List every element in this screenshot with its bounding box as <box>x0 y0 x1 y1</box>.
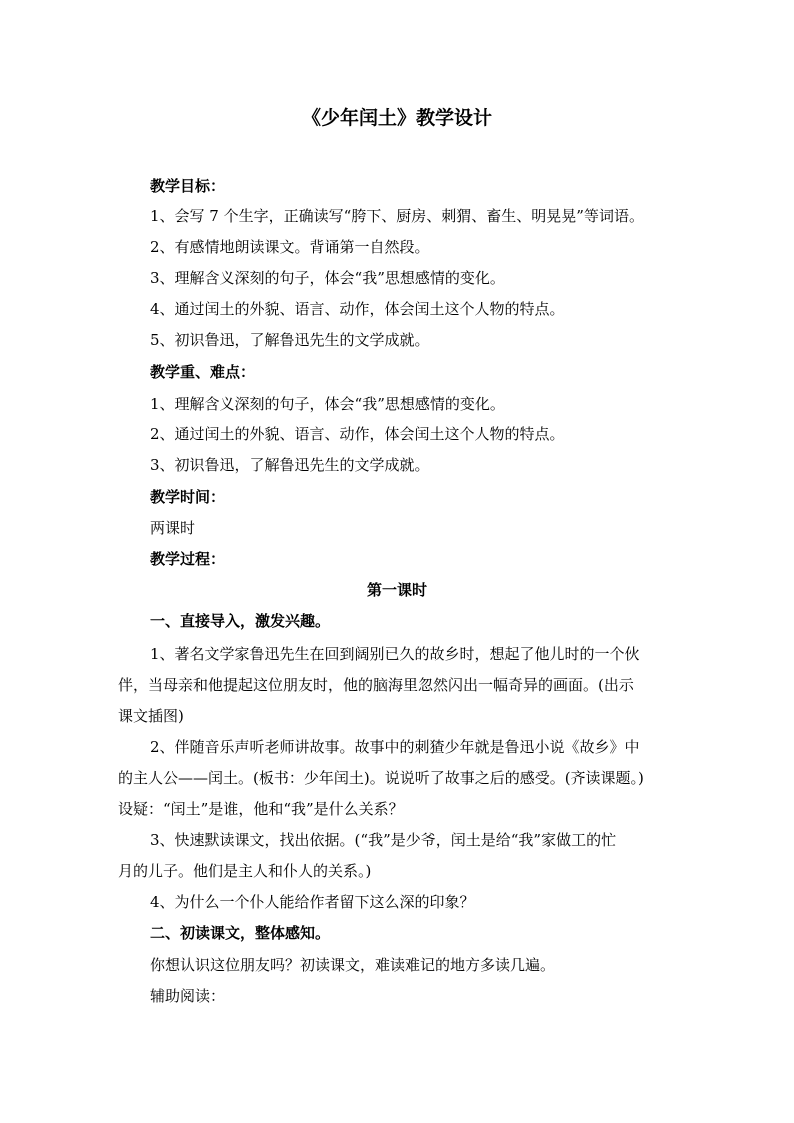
section2-line: 辅助阅读： <box>150 987 226 1005</box>
section1-line: 的主人公——闰土。(板书：少年闰土)。说说听了故事之后的感受。(齐读课题。) <box>118 769 644 787</box>
section1-line: 1、著名文学家鲁迅先生在回到阔别已久的故乡时，想起了他儿时的一个伙 <box>150 645 640 663</box>
time-value: 两课时 <box>150 519 196 537</box>
section1-line: 2、伴随音乐声听老师讲故事。故事中的刺猹少年就是鲁迅小说《故乡》中 <box>150 738 640 756</box>
section1-line: 月的儿子。他们是主人和仆人的关系。) <box>118 862 372 880</box>
time-heading: 教学时间： <box>150 488 226 506</box>
section2-line: 你想认识这位朋友吗？初读课文，难读难记的地方多读几遍。 <box>150 956 556 974</box>
section1-heading: 一、直接导入，激发兴趣。 <box>150 612 331 630</box>
objectives-heading: 教学目标： <box>150 177 226 195</box>
section1-line: 课文插图) <box>118 707 184 725</box>
process-heading: 教学过程： <box>150 550 226 568</box>
section1-line: 伴，当母亲和他提起这位朋友时，他的脑海里忽然闪出一幅奇异的画面。(出示 <box>118 676 634 694</box>
keypoint-item-1: 1、理解含义深刻的句子，体会“我”思想感情的变化。 <box>150 395 505 413</box>
lesson-heading: 第一课时 <box>366 581 427 599</box>
section1-line: 设疑：“闰土”是谁，他和“我”是什么关系？ <box>118 800 404 818</box>
keypoint-item-3: 3、初识鲁迅，了解鲁迅先生的文学成就。 <box>150 456 430 474</box>
objective-item-1: 1、会写 7 个生字，正确读写“胯下、厨房、刺猬、畜生、明晃晃”等词语。 <box>150 207 644 225</box>
document-title: 《少年闰土》教学设计 <box>301 107 492 129</box>
objective-item-4: 4、通过闰土的外貌、语言、动作，体会闰土这个人物的特点。 <box>150 300 565 318</box>
objective-item-5: 5、初识鲁迅，了解鲁迅先生的文学成就。 <box>150 331 430 349</box>
section1-line: 4、为什么一个仆人能给作者留下这么深的印象？ <box>150 893 475 911</box>
keypoint-item-2: 2、通过闰土的外貌、语言、动作，体会闰土这个人物的特点。 <box>150 425 565 443</box>
section1-line: 3、快速默读课文，找出依据。(“我”是少爷，闰土是给“我”家做工的忙 <box>150 831 617 849</box>
keypoints-heading: 教学重、难点： <box>150 363 256 381</box>
objective-item-2: 2、有感情地朗读课文。背诵第一自然段。 <box>150 238 430 256</box>
section2-heading: 二、初读课文，整体感知。 <box>150 924 331 942</box>
objective-item-3: 3、理解含义深刻的句子，体会“我”思想感情的变化。 <box>150 269 505 287</box>
